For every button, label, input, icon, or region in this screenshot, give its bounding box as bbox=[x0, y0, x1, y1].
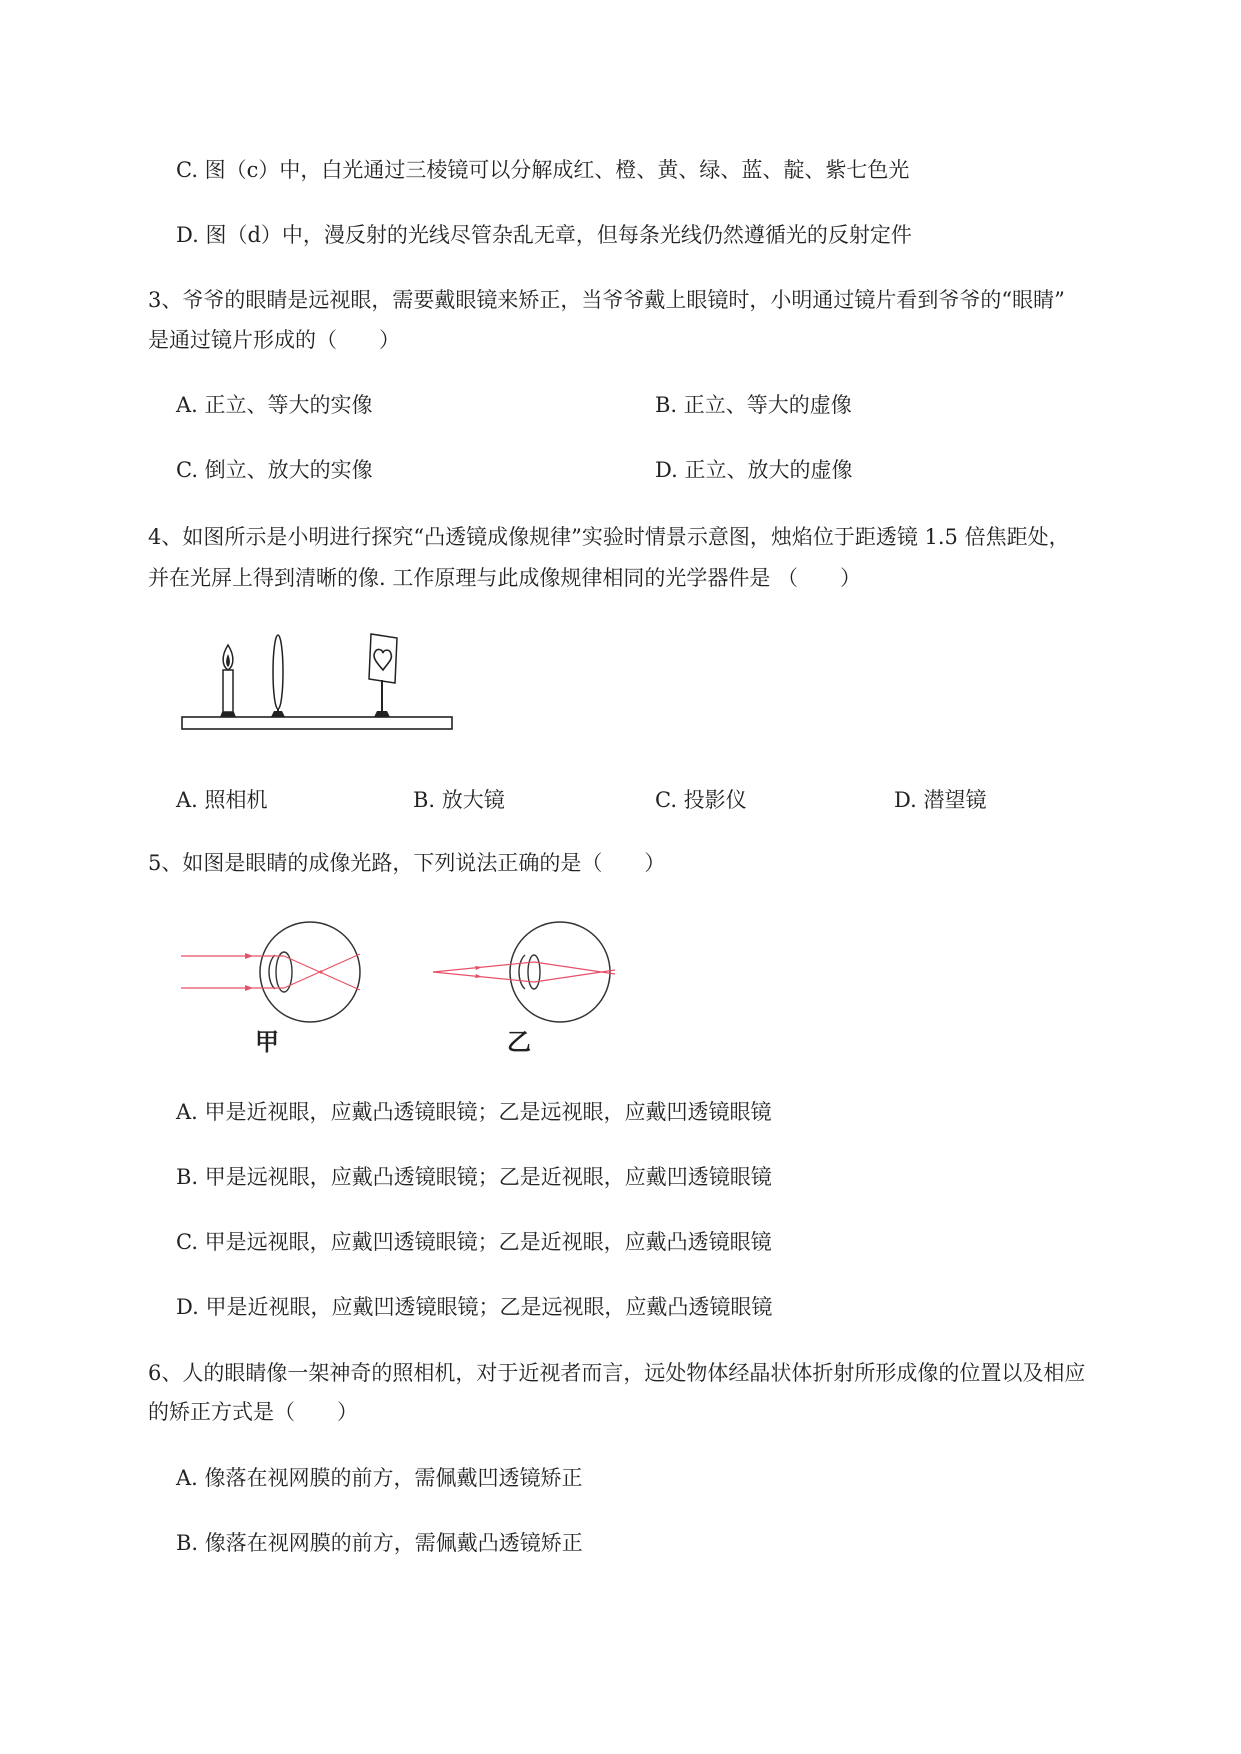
lens-experiment-figure bbox=[178, 630, 458, 744]
optical-bench bbox=[182, 717, 452, 729]
q2-option-c: C. 图（c）中，白光通过三棱镜可以分解成红、橙、黄、绿、蓝、靛、紫七色光 bbox=[176, 158, 910, 182]
q6-option-b: B. 像落在视网膜的前方，需佩戴凸透镜矫正 bbox=[176, 1531, 583, 1555]
q6-option-a: A. 像落在视网膜的前方，需佩戴凹透镜矫正 bbox=[176, 1466, 583, 1490]
q3-option-a: A. 正立、等大的实像 bbox=[176, 393, 373, 417]
q4-option-a: A. 照相机 bbox=[176, 788, 268, 812]
light-screen-icon bbox=[369, 634, 397, 717]
figure-label-jia: 甲 bbox=[255, 1028, 279, 1056]
q5-option-d: D. 甲是近视眼，应戴凹透镜眼镜；乙是远视眼，应戴凸透镜眼镜 bbox=[176, 1295, 773, 1319]
figure-label-yi: 乙 bbox=[507, 1028, 531, 1056]
eye-diagram-jia bbox=[181, 922, 360, 1056]
q4-stem-line1: 4、如图所示是小明进行探究“凸透镜成像规律”实验时情景示意图，烛焰位于距透镜 1.5 倍焦距处， bbox=[148, 525, 1070, 549]
q5-stem: 5、如图是眼睛的成像光路，下列说法正确的是（ ） bbox=[148, 851, 666, 875]
q6-stem-line2: 的矫正方式是（ ） bbox=[148, 1400, 358, 1424]
q5-option-b: B. 甲是远视眼，应戴凸透镜眼镜；乙是近视眼，应戴凹透镜眼镜 bbox=[176, 1165, 772, 1189]
q4-option-b: B. 放大镜 bbox=[413, 788, 505, 812]
q3-stem-line2: 是通过镜片形成的（ ） bbox=[148, 328, 400, 352]
eye-ray-diagram bbox=[175, 910, 695, 1064]
q5-option-c: C. 甲是远视眼，应戴凹透镜眼镜；乙是近视眼，应戴凸透镜眼镜 bbox=[176, 1230, 772, 1254]
convex-lens-icon bbox=[271, 635, 285, 717]
q3-option-d: D. 正立、放大的虚像 bbox=[655, 458, 853, 482]
light-rays-jia bbox=[181, 954, 360, 990]
candle-icon bbox=[220, 645, 236, 717]
q2-option-d: D. 图（d）中，漫反射的光线尽管杂乱无章，但每条光线仍然遵循光的反射定件 bbox=[176, 223, 912, 247]
q4-option-c: C. 投影仪 bbox=[655, 788, 747, 812]
q6-stem-line1: 6、人的眼睛像一架神奇的照相机，对于近视者而言，远处物体经晶状体折射所形成像的位置以及相应 bbox=[148, 1361, 1086, 1385]
q3-stem-line1: 3、爷爷的眼睛是远视眼，需要戴眼镜来矫正，当爷爷戴上眼镜时，小明通过镜片看到爷爷的“眼睛” bbox=[148, 288, 1065, 312]
q3-option-b: B. 正立、等大的虚像 bbox=[655, 393, 852, 417]
q5-option-a: A. 甲是近视眼，应戴凸透镜眼镜；乙是远视眼，应戴凹透镜眼镜 bbox=[176, 1100, 772, 1124]
q4-stem-line2: 并在光屏上得到清晰的像. 工作原理与此成像规律相同的光学器件是 （ ） bbox=[148, 566, 862, 590]
light-rays-yi bbox=[433, 962, 615, 982]
q4-option-d: D. 潜望镜 bbox=[894, 788, 987, 812]
q3-option-c: C. 倒立、放大的实像 bbox=[176, 458, 373, 482]
eye-diagram-yi bbox=[433, 922, 615, 1056]
